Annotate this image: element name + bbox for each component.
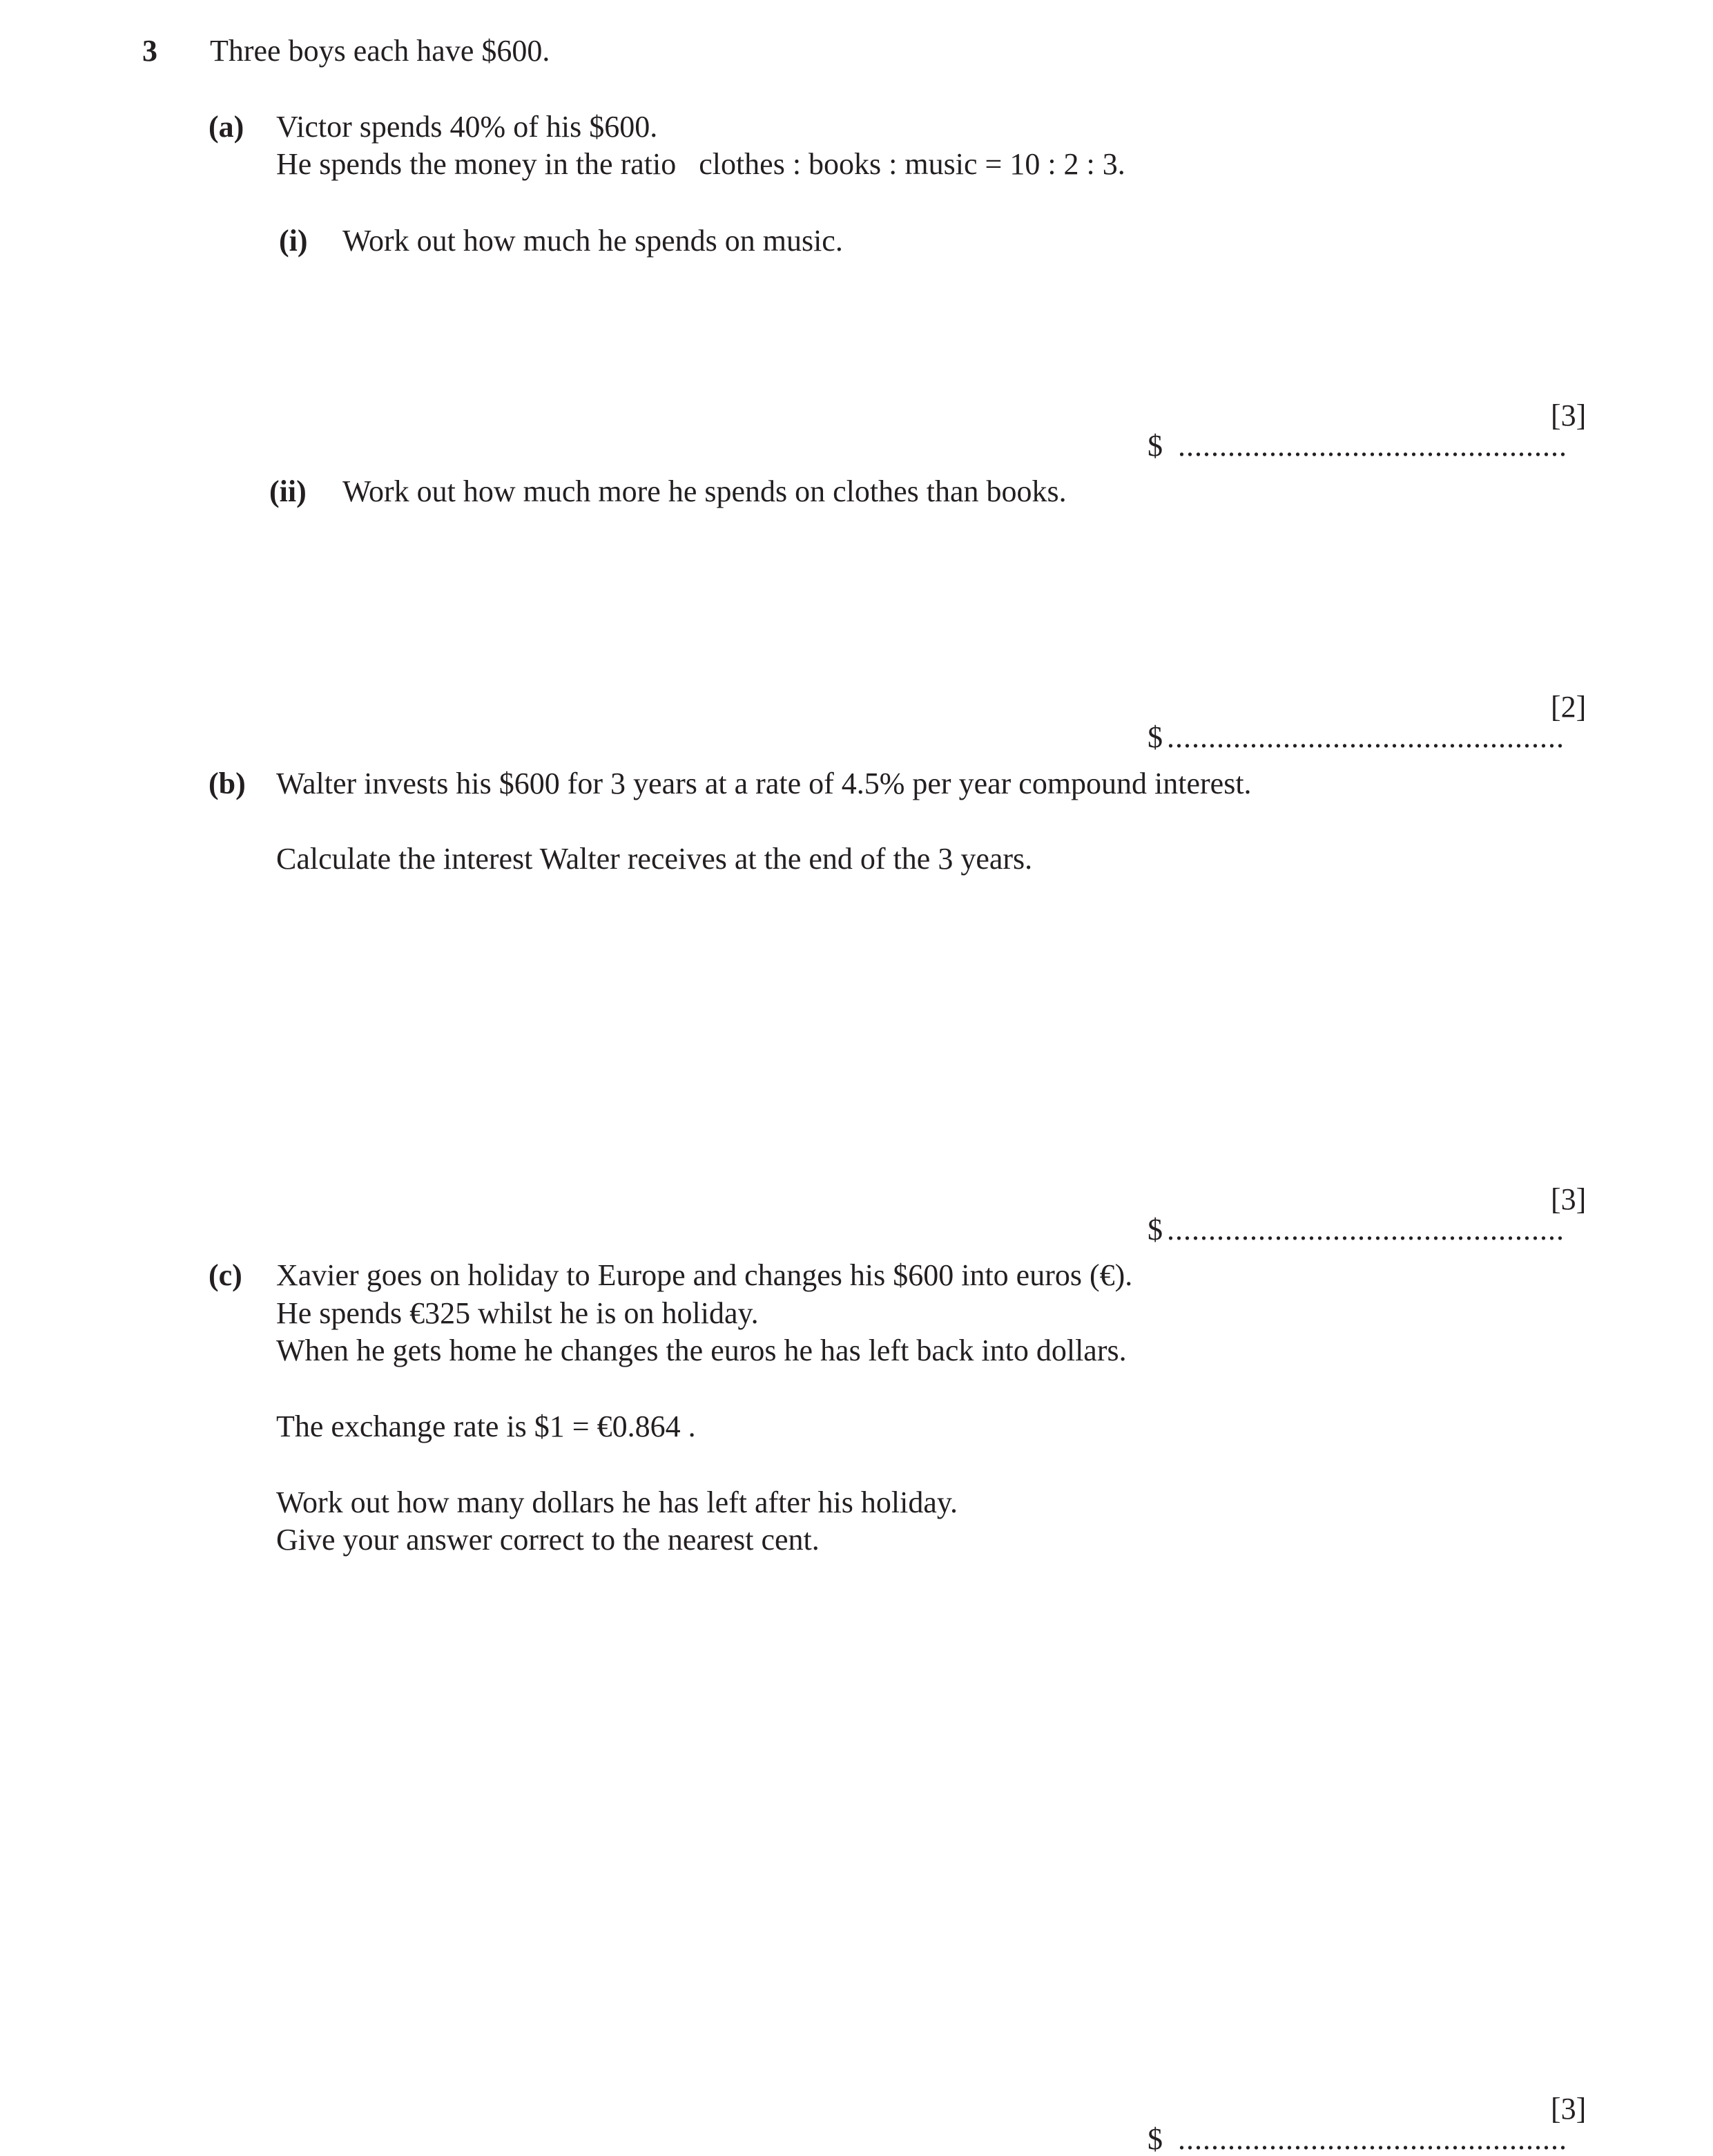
part-c-marks: [3] [1551, 2092, 1587, 2126]
answer-dots: ............................................... [1178, 429, 1567, 463]
answer-dots: ................................................ [1167, 720, 1565, 754]
part-c-line-6: Give your answer correct to the nearest cent. [276, 1523, 820, 1557]
part-c-label: (c) [209, 1258, 242, 1292]
part-b-line-1: Walter invests his $600 for 3 years at a rate of 4.5% per year compound interest. [276, 767, 1252, 800]
part-a-ii-marks: [2] [1551, 690, 1587, 724]
currency-symbol: $ [1148, 720, 1163, 754]
part-a-label: (a) [209, 110, 244, 144]
part-c-line-2: He spends €325 whilst he is on holiday. [276, 1296, 759, 1330]
answer-dots: ................................................ [1167, 1213, 1565, 1247]
question-number: 3 [142, 34, 157, 68]
part-c-line-3: When he gets home he changes the euros he has left back into dollars. [276, 1334, 1127, 1367]
part-a-i-answer-line[interactable] [1132, 401, 1567, 461]
currency-symbol: $ [1148, 429, 1163, 463]
part-a-i-text: Work out how much he spends on music. [342, 224, 843, 258]
part-c-answer-line[interactable] [1132, 2094, 1567, 2155]
part-a-ii-text: Work out how much more he spends on clothes than books. [342, 474, 1067, 508]
part-a-ii-answer-line[interactable] [1132, 692, 1565, 753]
question-intro: Three boys each have $600. [210, 34, 550, 68]
answer-dots: ............................................... [1178, 2122, 1567, 2156]
part-a-line-1: Victor spends 40% of his $600. [276, 110, 658, 144]
part-c-line-1: Xavier goes on holiday to Europe and changes his $600 into euros (€). [276, 1258, 1133, 1292]
part-c-line-5: Work out how many dollars he has left after his holiday. [276, 1485, 958, 1519]
part-b-label: (b) [209, 767, 246, 800]
part-a-i-label: (i) [279, 224, 308, 258]
part-b-answer-line[interactable] [1132, 1184, 1565, 1245]
currency-symbol: $ [1148, 2122, 1163, 2156]
part-a-ii-label: (ii) [269, 474, 307, 508]
currency-symbol: $ [1148, 1213, 1163, 1247]
part-a-line-2: He spends the money in the ratio clothes : books : music = 10 : 2 : 3. [276, 147, 1125, 181]
part-b-marks: [3] [1551, 1182, 1587, 1216]
part-b-line-2: Calculate the interest Walter receives at the end of the 3 years. [276, 842, 1033, 876]
part-c-exchange-rate: The exchange rate is $1 = €0.864 . [276, 1409, 696, 1443]
part-a-i-marks: [3] [1551, 398, 1587, 432]
